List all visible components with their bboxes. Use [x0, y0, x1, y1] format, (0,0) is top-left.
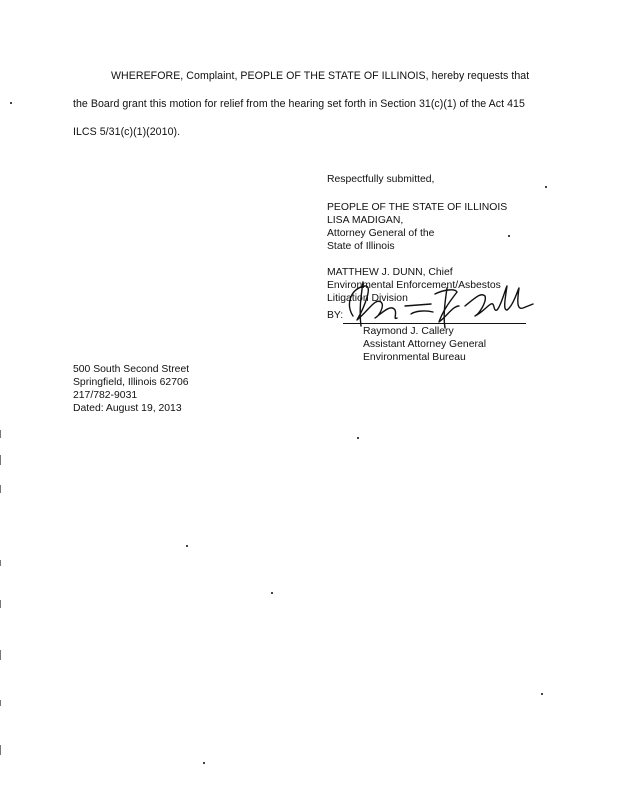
relief-request-line: the Board grant this motion for relief from the hearing set forth in Section 31(c)(1) of the Act 415 [73, 98, 525, 110]
scan-speck [271, 592, 273, 594]
scan-speck [186, 545, 188, 547]
closing-text: Respectfully submitted, [327, 174, 435, 185]
scan-speck [357, 437, 359, 439]
scan-edge-mark [0, 560, 1, 566]
attorney-general-state: State of Illinois [327, 241, 395, 252]
signer-bureau: Environmental Bureau [363, 352, 466, 363]
scan-speck [545, 186, 547, 188]
phone-number: 217/782-9031 [73, 390, 138, 401]
signer-title: Assistant Attorney General [363, 339, 487, 350]
scan-speck [541, 693, 543, 695]
scan-edge-mark [0, 430, 1, 438]
signer-block [363, 325, 486, 364]
street-address: 500 South Second Street [73, 364, 190, 375]
party-name: PEOPLE OF THE STATE OF ILLINOIS [327, 202, 508, 213]
attorney-general-title: Attorney General of the [327, 228, 435, 239]
scan-speck [10, 102, 12, 104]
scan-speck [508, 235, 510, 237]
signer-name: Raymond J. Callery [363, 326, 454, 337]
scan-edge-mark [0, 650, 1, 660]
date-line: Dated: August 19, 2013 [73, 403, 182, 414]
division-line-2: Litigation Division [327, 293, 408, 304]
statute-citation-line: ILCS 5/31(c)(1)(2010). [73, 126, 181, 138]
city-state-zip: Springfield, Illinois 62706 [73, 377, 189, 388]
handwritten-signature [335, 276, 550, 332]
scan-edge-mark [0, 745, 1, 755]
scan-edge-mark [0, 485, 1, 493]
scan-speck [203, 762, 205, 764]
wherefore-line: WHEREFORE, Complaint, PEOPLE OF THE STATE OF ILLINOIS, hereby requests that [111, 70, 530, 82]
scan-edge-mark [0, 600, 1, 608]
chief-name: MATTHEW J. DUNN, Chief [327, 267, 453, 278]
by-label: BY: [327, 310, 344, 321]
scan-edge-mark [0, 700, 1, 706]
scan-edge-mark [0, 455, 1, 465]
attorney-general-name: LISA MADIGAN, [327, 215, 404, 226]
address-block [73, 363, 189, 415]
division-line-1: Environmental Enforcement/Asbestos [327, 280, 501, 291]
